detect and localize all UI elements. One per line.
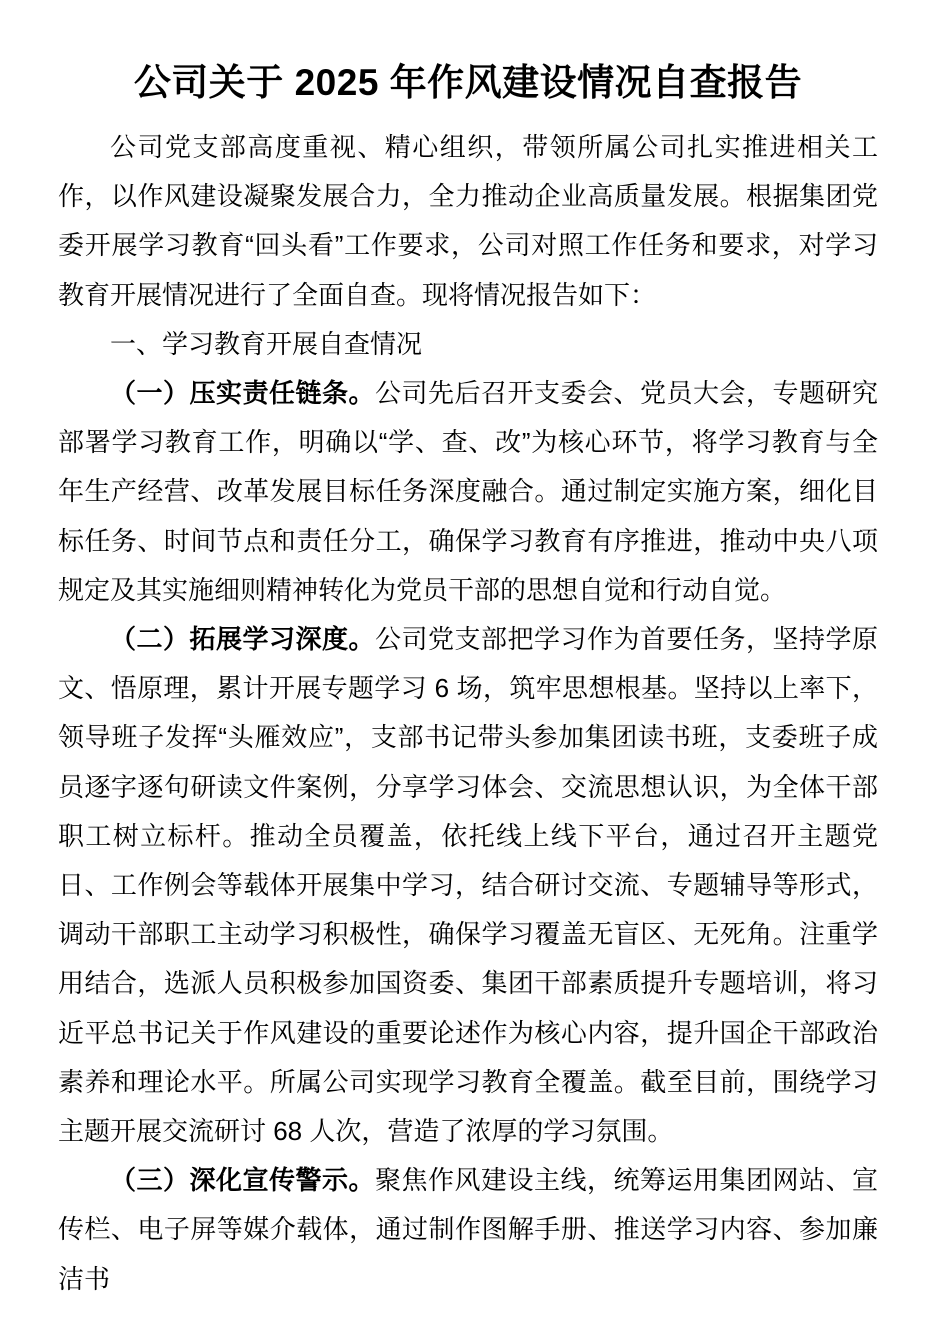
paragraph-text: 公司党支部把学习作为首要任务，坚持学原文、悟原理，累计开展专题学习 6 场，筑牢思想根基。坚持以上率下，领导班子发挥“头雁效应”，支部书记带头参加集团读书班，支委班子成员逐字逐句研读文件案例，分享学习体会、交流思想认识，为全体干部职工树立标杆。推动全员覆盖，依托线上线下平台，通过召开主题党日、工作例会等载体开展集中学习，结合研讨交流、专题辅导等形式，调动干部职工主动学习积极性，确保学习覆盖无盲区、无死角。注重学用结合，选派人员积极参加国资委、集团干部素质提升专题培训，将习近平总书记关于作风建设的重要论述作为核心内容，提升国企干部政治素养和理论水平。所属公司实现学习教育全覆盖。截至目前，围绕学习主题开展交流研讨 68 人次，营造了浓厚的学习氛围。 [58,624,878,1147]
subsection-1-paragraph [58,369,878,615]
paragraph-text: 一、学习教育开展自查情况 [110,328,423,359]
paragraph-lead: （三）深化宣传警示。 [110,1165,375,1196]
subsection-3-paragraph [58,1156,878,1304]
document-title: 公司关于 2025 年作风建设情况自查报告 [133,62,803,103]
paragraph-text: 聚焦作风建设主线，统筹运用集团网站、宣传栏、电子屏等媒介载体，通过制作图解手册、推送学习内容、参加廉洁书 [58,1165,878,1294]
paragraph-text: 公司党支部高度重视、精心组织，带领所属公司扎实推进相关工作，以作风建设凝聚发展合力，全力推动企业高质量发展。根据集团党委开展学习教育“回头看”工作要求，公司对照工作任务和要求，对学习教育开展情况进行了全面自查。现将情况报告如下： [58,132,878,310]
document-body [58,123,878,1304]
paragraph-lead: （一）压实责任链条。 [110,378,375,409]
section-heading-1 [58,320,878,369]
paragraph-lead: （二）拓展学习深度。 [110,624,375,655]
intro-paragraph [58,123,878,320]
paragraph-text: 公司先后召开支委会、党员大会，专题研究部署学习教育工作，明确以“学、查、改”为核心环节，将学习教育与全年生产经营、改革发展目标任务深度融合。通过制定实施方案，细化目标任务、时间节点和责任分工，确保学习教育有序推进，推动中央八项规定及其实施细则精神转化为党员干部的思想自觉和行动自觉。 [58,378,878,605]
subsection-2-paragraph [58,615,878,1156]
